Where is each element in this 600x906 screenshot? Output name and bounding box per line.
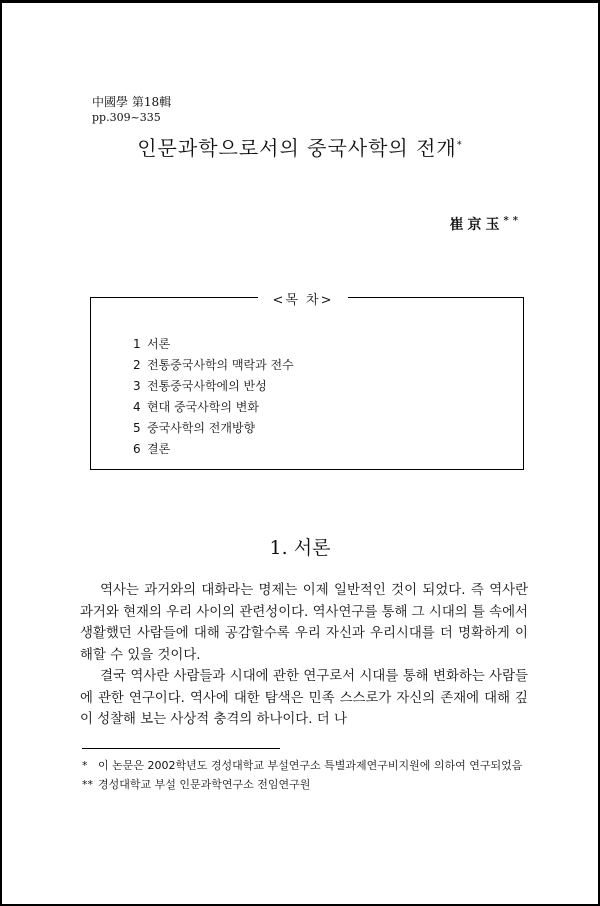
- body-text: [80, 580, 528, 731]
- footnote-text: 경성대학교 부설 인문과학연구소 전임연구원: [98, 778, 311, 791]
- toc-item-number: 4: [133, 400, 141, 414]
- toc-heading: <목 차>: [272, 293, 334, 308]
- toc-item: [133, 355, 294, 376]
- footnote-divider: [82, 748, 280, 749]
- toc-list: [133, 334, 294, 460]
- toc-item-number: 2: [133, 358, 141, 372]
- toc-item-number: 1: [133, 337, 141, 351]
- toc-item-label: 중국사학의 전개방향: [147, 421, 256, 435]
- toc-item-label: 현대 중국사학의 변화: [147, 400, 259, 414]
- article-title-text: 인문과학으로서의 중국사학의 전개: [137, 136, 457, 160]
- author-footnote-mark: **: [503, 215, 522, 227]
- footnote-text: 이 논문은 2002학년도 경성대학교 부설연구소 특별과제연구비지원에 의하여 연구되었음: [98, 759, 523, 772]
- page-border-top: [0, 0, 600, 3]
- footnote-mark: *: [82, 759, 88, 772]
- article-title: [0, 132, 600, 161]
- toc-item-number: 6: [133, 442, 141, 456]
- toc-item: [133, 418, 294, 439]
- toc-item-label: 전통중국사학의 맥락과 전수: [147, 358, 294, 372]
- title-footnote-mark: *: [456, 139, 463, 151]
- footnote: [82, 757, 532, 774]
- toc-top-rule-left: [90, 297, 258, 298]
- toc-item-number: 3: [133, 379, 141, 393]
- author: [450, 214, 522, 234]
- journal-header: [92, 94, 171, 126]
- footnote: [82, 776, 532, 793]
- paragraph: 결국 역사란 사람들과 시대에 관한 연구로서 시대를 통해 변화하는 사람들에 관한 연구이다. 역사에 대한 탐색은 민족 스스로가 자신의 존재에 대해 깊이 성찰해 보는 사상적 충격의 하나이다. 더 나: [80, 669, 528, 727]
- toc-item-number: 5: [133, 421, 141, 435]
- section-heading: 1. 서론: [269, 537, 331, 559]
- journal-name: 中國學 第18輯: [92, 95, 172, 109]
- footnote-mark: **: [82, 778, 93, 791]
- paragraph: 역사는 과거와의 대화라는 명제는 이제 일반적인 것이 되었다. 즉 역사란 과거와 현재의 우리 사이의 관련성이다. 역사연구를 통해 그 시대의 틀 속에서 생활했던 사람들에 대해 공감할수록 우리 자신과 우리시대를 더 명확하게 이해할 수 있을 것이다.: [80, 583, 528, 663]
- toc-item: [133, 376, 294, 397]
- footnotes: [82, 757, 532, 795]
- toc-item-label: 결론: [147, 442, 171, 456]
- toc-item: [133, 334, 294, 355]
- toc-item-label: 전통중국사학에의 반성: [147, 379, 267, 393]
- toc-top-rule-right: [348, 297, 523, 298]
- toc-item: [133, 397, 294, 418]
- journal-pages: pp.309~335: [92, 111, 161, 124]
- author-name: 崔京玉: [449, 217, 504, 233]
- toc-item: [133, 439, 294, 460]
- toc-item-label: 서론: [147, 337, 171, 351]
